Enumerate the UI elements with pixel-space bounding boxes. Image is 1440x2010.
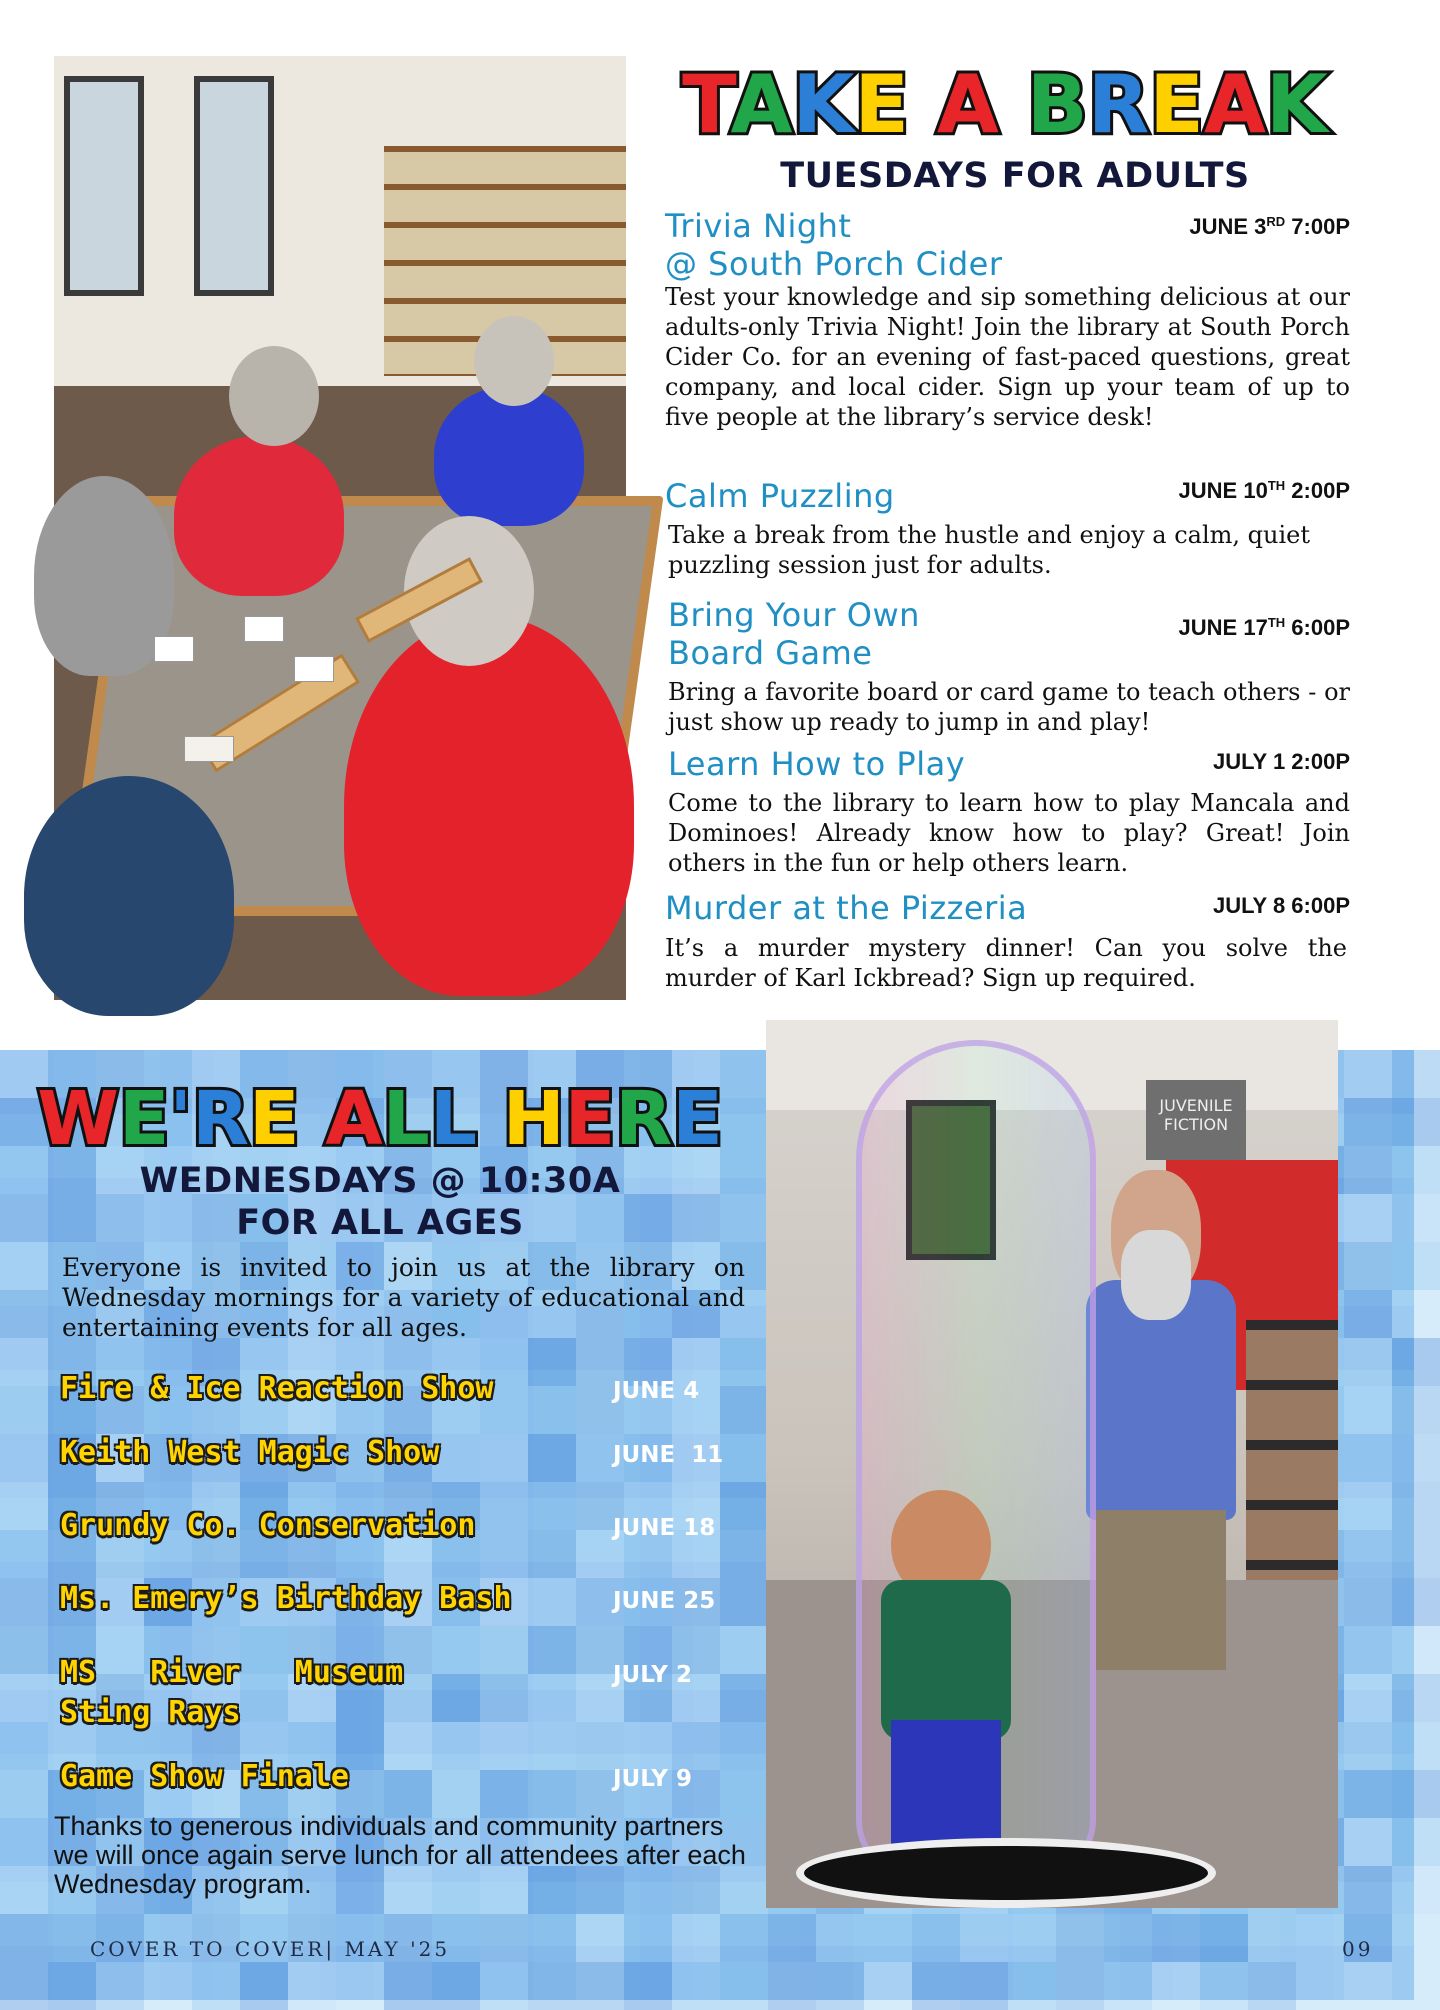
wed-event-name: Ms. Emery’s Birthday Bash — [60, 1581, 512, 1616]
pixel-tile — [1056, 1962, 1104, 2010]
pixel-tile — [1248, 1962, 1296, 2010]
pixel-tile — [432, 1722, 480, 1770]
person-blue-vest — [434, 386, 584, 526]
wed-event-name: Grundy Co. Conservation — [60, 1508, 476, 1543]
pixel-tile — [240, 1962, 288, 2010]
pixel-tile — [720, 1914, 768, 1962]
wed-event-date: JUNE 11 — [613, 1442, 724, 1468]
pixel-tile — [528, 1482, 576, 1530]
man-beard — [1121, 1230, 1191, 1320]
pixel-tile — [1152, 1962, 1200, 2010]
title-letter: L — [429, 1076, 477, 1162]
pixel-tile — [480, 1626, 528, 1674]
take-a-break-title — [682, 52, 1328, 151]
pixel-tile — [96, 1962, 144, 2010]
date-time: 2:00P — [1285, 478, 1350, 503]
pixel-tile — [0, 1578, 48, 1626]
pixel-tile — [48, 1914, 96, 1962]
wed-event-date: JULY 2 — [613, 1662, 692, 1688]
pixel-tile — [1392, 1194, 1440, 1242]
pixel-tile — [960, 1914, 1008, 1962]
pixel-tile — [1392, 1290, 1440, 1338]
pixel-tile — [0, 1434, 48, 1482]
pixel-tile — [672, 1722, 720, 1770]
pixel-tile — [480, 1434, 528, 1482]
title-letter: K — [792, 58, 855, 151]
pixel-tile — [0, 1338, 48, 1386]
pixel-tile — [0, 1770, 48, 1818]
title-letter: R — [192, 1076, 250, 1162]
pixel-tile — [720, 1098, 768, 1146]
title-letter: A — [1203, 58, 1266, 151]
title-letter: E — [672, 1076, 723, 1162]
pixel-tile — [384, 1962, 432, 2010]
pixel-tile — [1344, 1722, 1392, 1770]
wed-event-date: JUNE 4 — [613, 1378, 700, 1404]
title-letter: E — [118, 1076, 170, 1162]
date-main: JUNE 3 — [1189, 214, 1267, 239]
pixel-tile — [720, 1722, 768, 1770]
pixel-tile — [816, 1962, 864, 2010]
pixel-tile — [1344, 1866, 1392, 1914]
pixel-tile — [528, 1530, 576, 1578]
pixel-tile — [432, 1674, 480, 1722]
event-title-line: Learn How to Play — [668, 745, 966, 783]
pixel-tile — [1392, 1482, 1440, 1530]
person-red-sweater — [344, 616, 634, 996]
pixel-tile — [720, 1674, 768, 1722]
kid-shirt — [881, 1580, 1011, 1740]
pixel-tile — [1344, 1626, 1392, 1674]
pixel-tile — [1392, 1386, 1440, 1434]
pixel-tile — [0, 1386, 48, 1434]
title-text — [682, 58, 1331, 151]
title-letter — [999, 58, 1027, 151]
pixel-tile — [1344, 1482, 1392, 1530]
event-title-line: @ South Porch Cider — [665, 245, 1003, 283]
pixel-tile — [624, 1914, 672, 1962]
date-main: JUNE 17 — [1178, 615, 1268, 640]
pixel-tile — [1392, 1530, 1440, 1578]
pixel-tile — [1200, 1962, 1248, 2010]
pixel-tile — [0, 1962, 48, 2010]
pixel-tile — [144, 1962, 192, 2010]
photo-window — [194, 76, 274, 296]
pixel-tile — [432, 1962, 480, 2010]
title-letter: E — [854, 58, 910, 151]
event-date-puzzling — [1100, 478, 1350, 504]
pixel-tile — [1344, 1530, 1392, 1578]
pixel-tile — [1344, 1386, 1392, 1434]
person-head — [229, 346, 319, 446]
pixel-tile — [1296, 1962, 1344, 2010]
pixel-tile — [480, 1482, 528, 1530]
pixel-tile — [0, 1626, 48, 1674]
event-title-learn-play — [668, 745, 1098, 783]
wed-event-name: Fire & Ice Reaction Show — [60, 1371, 494, 1406]
pixel-tile — [624, 1962, 672, 2010]
title-letter — [477, 1076, 503, 1162]
pixel-tile — [768, 1962, 816, 2010]
pixel-tile — [0, 1242, 48, 1290]
title-letter: R — [1087, 58, 1150, 151]
pixel-tile — [528, 1722, 576, 1770]
pixel-tile — [1392, 1866, 1440, 1914]
pixel-tile — [1344, 1818, 1392, 1866]
sign-text: JUVENILE — [1159, 1096, 1233, 1115]
pixel-tile — [672, 1914, 720, 1962]
playing-card — [294, 656, 334, 682]
pixel-tile — [1392, 1674, 1440, 1722]
title-letter: E — [564, 1076, 616, 1162]
pixel-tile — [528, 1962, 576, 2010]
event-desc-trivia: Test your knowledge and sip something delicious at our adults-only Trivia Night! Join the library at South Porch Cider Co. for an evening of fast-paced questions, great company, and local cider. Sign up your team of up to five people at the library’s service desk! — [665, 283, 1350, 431]
pixel-tile — [1344, 1146, 1392, 1194]
tuesdays-subtitle: TUESDAYS FOR ADULTS — [780, 156, 1250, 196]
pixel-tile — [1008, 1914, 1056, 1962]
photo-window — [64, 76, 144, 296]
pixel-tile — [720, 1770, 768, 1818]
event-title-murder — [665, 889, 1125, 927]
pixel-tile — [1344, 1290, 1392, 1338]
pixel-tile — [480, 1722, 528, 1770]
person-red-hoodie — [174, 436, 344, 596]
pixel-tile — [720, 1434, 768, 1482]
person-gray — [34, 476, 174, 676]
event-desc-learn-play: Come to the library to learn how to play Mancala and Dominoes! Already know how to play? Great! Join others in the fun or help others learn. — [668, 789, 1350, 877]
pixel-tile — [336, 1962, 384, 2010]
pixel-tile — [0, 1482, 48, 1530]
bubble-show-photo — [766, 1020, 1338, 1908]
pixel-tile — [720, 1194, 768, 1242]
pixel-tile — [0, 1530, 48, 1578]
event-date-trivia — [1100, 214, 1350, 240]
event-title-line: Board Game — [668, 634, 873, 672]
pixel-tile — [1056, 1914, 1104, 1962]
date-time: 7:00P — [1285, 214, 1350, 239]
pixel-tile — [720, 1482, 768, 1530]
pixel-tile — [528, 1626, 576, 1674]
playing-card — [244, 616, 284, 642]
event-title-trivia — [665, 207, 1095, 283]
pixel-tile — [0, 1866, 48, 1914]
event-date-learn-play — [1100, 749, 1350, 775]
pixel-tile — [0, 1290, 48, 1338]
pixel-tile — [1392, 1578, 1440, 1626]
date-time: 6:00P — [1285, 615, 1350, 640]
pixel-tile — [576, 1914, 624, 1962]
wednesday-intro: Everyone is invited to join us at the library on Wednesday mornings for a variety of educational and entertaining events for all ages. — [62, 1253, 745, 1342]
pixel-tile — [1344, 1434, 1392, 1482]
event-date-murder — [1100, 893, 1350, 919]
pixel-tile — [576, 1962, 624, 2010]
pixel-tile — [48, 1962, 96, 2010]
lunch-thanks: Thanks to generous individuals and community partners we will once again serve lunch for all attendees after each Wednesday program. — [54, 1811, 746, 1899]
card-game-photo — [54, 56, 626, 1000]
pixel-tile — [672, 1962, 720, 2010]
pixel-tile — [864, 1962, 912, 2010]
pixel-tile — [480, 1914, 528, 1962]
date-main: JULY 8 6:00P — [1213, 893, 1350, 918]
bubble-base — [796, 1838, 1216, 1908]
pixel-tile — [624, 1722, 672, 1770]
title-letter: T — [682, 58, 731, 151]
title-letter — [909, 58, 937, 151]
event-title-board-game — [668, 596, 1098, 672]
event-title-line: Calm Puzzling — [665, 477, 895, 515]
event-title-line: Bring Your Own — [668, 596, 920, 634]
event-desc-board-game: Bring a favorite board or card game to teach others - or just show up ready to jump in and play! — [668, 678, 1350, 736]
pixel-tile — [1200, 1914, 1248, 1962]
event-title-line: Murder at the Pizzeria — [665, 889, 1028, 927]
pixel-tile — [720, 1626, 768, 1674]
pixel-tile — [1344, 1050, 1392, 1098]
event-title-puzzling — [665, 477, 1095, 515]
footer-page-number: 09 — [1342, 1937, 1374, 1961]
pixel-tile — [480, 1674, 528, 1722]
pixel-tile — [1152, 1914, 1200, 1962]
pixel-tile — [1392, 1914, 1440, 1962]
title-letter: E — [1149, 58, 1204, 151]
pixel-tile — [816, 1914, 864, 1962]
pixel-tile — [720, 1386, 768, 1434]
date-sup: TH — [1267, 478, 1286, 493]
pixel-tile — [720, 1962, 768, 2010]
event-desc-murder: It’s a murder mystery dinner! Can you solve the murder of Karl Ickbread? Sign up required. — [665, 934, 1347, 992]
pixel-tile — [1008, 1962, 1056, 2010]
pixel-tile — [1392, 1962, 1440, 2010]
wed-event-name: Game Show Finale — [60, 1759, 349, 1794]
pixel-tile — [1296, 1914, 1344, 1962]
pixel-tile — [1392, 1146, 1440, 1194]
pixel-tile — [1104, 1914, 1152, 1962]
title-letter: L — [382, 1076, 430, 1162]
date-main: JUNE 10 — [1178, 478, 1268, 503]
wed-event-name-line2: Sting Rays — [60, 1695, 241, 1730]
title-letter: A — [936, 58, 999, 151]
person-navy — [24, 776, 234, 1016]
playing-card — [184, 736, 234, 762]
juvenile-fiction-sign — [1146, 1080, 1246, 1160]
pixel-tile — [528, 1338, 576, 1386]
pixel-tile — [288, 1962, 336, 2010]
pixel-tile — [1392, 1770, 1440, 1818]
pixel-tile — [0, 1914, 48, 1962]
subtitle-line: FOR ALL AGES — [236, 1203, 524, 1243]
pixel-tile — [0, 1722, 48, 1770]
pixel-tile — [720, 1530, 768, 1578]
man-shorts — [1096, 1510, 1226, 1670]
pixel-tile — [1392, 1722, 1440, 1770]
pixel-tile — [1344, 1578, 1392, 1626]
footer-publication: COVER TO COVER| MAY '25 — [90, 1937, 451, 1961]
title-letter: A — [325, 1076, 383, 1162]
sign-text: FICTION — [1163, 1115, 1229, 1134]
pixel-tile — [960, 1962, 1008, 2010]
event-date-board-game — [1100, 615, 1350, 641]
title-letter: K — [1265, 58, 1328, 151]
subtitle-line: WEDNESDAYS @ 10:30A — [139, 1161, 621, 1201]
event-title-line: Trivia Night — [665, 207, 852, 245]
pixel-tile — [528, 1434, 576, 1482]
pixel-tile — [1248, 1914, 1296, 1962]
pixel-tile — [720, 1338, 768, 1386]
pixel-tile — [192, 1962, 240, 2010]
pixel-tile — [1392, 1434, 1440, 1482]
pixel-tile — [912, 1914, 960, 1962]
title-letter: E — [249, 1076, 300, 1162]
title-letter: A — [730, 58, 793, 151]
pixel-tile — [1344, 1338, 1392, 1386]
title-letter — [300, 1076, 326, 1162]
title-letter: R — [615, 1076, 673, 1162]
kid-shorts — [891, 1720, 1001, 1850]
pixel-tile — [720, 1050, 768, 1098]
title-text — [37, 1076, 723, 1162]
pixel-tile — [1344, 1194, 1392, 1242]
title-letter: W — [37, 1076, 119, 1162]
wed-event-date: JUNE 18 — [613, 1515, 716, 1541]
pixel-tile — [1392, 1818, 1440, 1866]
pixel-tile — [1392, 1242, 1440, 1290]
pixel-tile — [0, 1674, 48, 1722]
pixel-tile — [1392, 1098, 1440, 1146]
date-main: JULY 1 2:00P — [1213, 749, 1350, 774]
pixel-tile — [1344, 1770, 1392, 1818]
pixel-tile — [528, 1674, 576, 1722]
pixel-tile — [0, 1818, 48, 1866]
title-letter: B — [1026, 58, 1088, 151]
pixel-tile — [480, 1962, 528, 2010]
playing-card — [154, 636, 194, 662]
pixel-tile — [1392, 1626, 1440, 1674]
pixel-tile — [528, 1578, 576, 1626]
pixel-tile — [576, 1722, 624, 1770]
pixel-tile — [0, 1194, 48, 1242]
date-sup: RD — [1266, 214, 1286, 229]
wed-event-name: Keith West Magic Show — [60, 1435, 440, 1470]
pixel-tile — [1344, 1098, 1392, 1146]
pixel-tile — [528, 1914, 576, 1962]
pixel-tile — [864, 1914, 912, 1962]
pixel-tile — [912, 1962, 960, 2010]
title-letter: H — [502, 1076, 565, 1162]
wed-event-date: JUNE 25 — [613, 1588, 716, 1614]
pixel-tile — [1344, 1242, 1392, 1290]
pixel-tile — [1104, 1962, 1152, 2010]
date-sup: TH — [1267, 615, 1286, 630]
pixel-tile — [528, 1386, 576, 1434]
wed-event-date: JULY 9 — [613, 1766, 692, 1792]
wednesdays-subtitle — [60, 1160, 700, 1244]
pixel-tile — [1392, 1050, 1440, 1098]
event-desc-puzzling: Take a break from the hustle and enjoy a calm, quiet puzzling session just for adults. — [668, 521, 1311, 579]
were-all-here-title — [37, 1068, 723, 1162]
pixel-tile — [1392, 1338, 1440, 1386]
pixel-tile — [480, 1530, 528, 1578]
person-head — [474, 316, 554, 406]
pixel-tile — [768, 1914, 816, 1962]
pixel-tile — [1344, 1962, 1392, 2010]
pixel-tile — [1344, 1674, 1392, 1722]
title-letter: ' — [169, 1076, 193, 1162]
pixel-tile — [720, 1578, 768, 1626]
pixel-tile — [720, 1146, 768, 1194]
wed-event-name: MS River Museum — [60, 1655, 404, 1690]
pixel-tile — [432, 1626, 480, 1674]
pixel-tile — [384, 1722, 432, 1770]
